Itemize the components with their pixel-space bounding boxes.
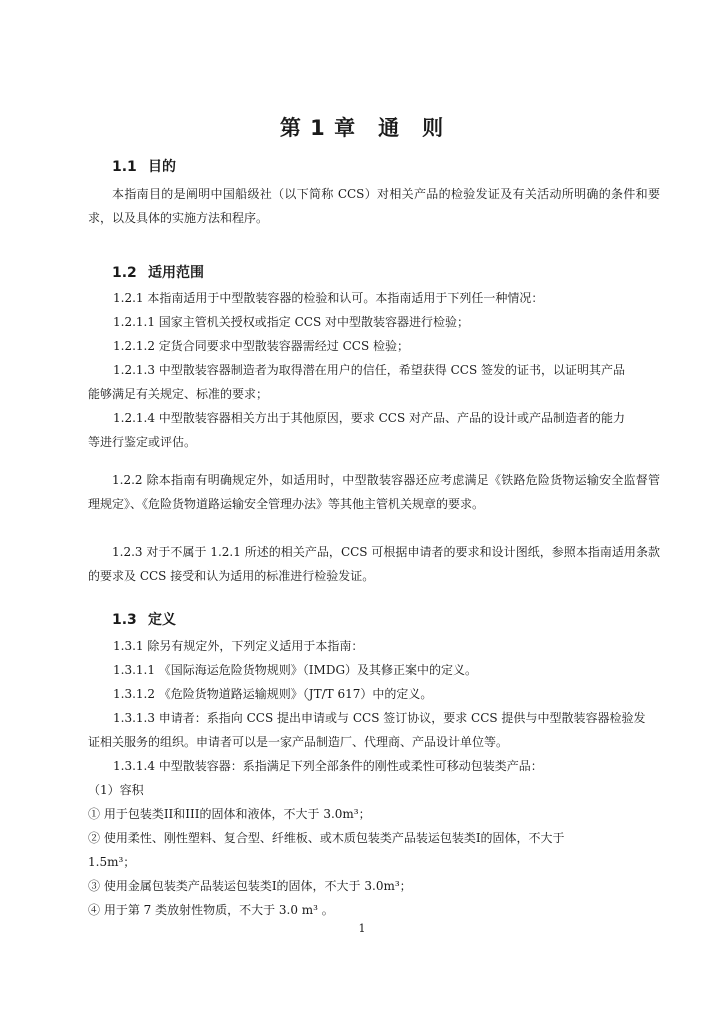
chapter-number: 第 1 章 (279, 116, 357, 140)
section-heading-1-2 (112, 262, 204, 282)
section-title: 定义 (148, 612, 176, 628)
section-heading-1-3 (112, 609, 176, 629)
section-title: 适用范围 (148, 265, 204, 281)
clause-1-3-1-1: 1.3.1.1 《国际海运危险货物规则》（IMDG）及其修正案中的定义。 (113, 663, 478, 677)
volume-item-3: ③ 使用金属包装类产品装运包装类I的固体，不大于 3.0m³； (88, 879, 412, 893)
clause-1-3-1-2: 1.3.1.2 《危险货物道路运输规则》（JT/T 617）中的定义。 (113, 687, 433, 701)
clause-1-2-3: 1.2.3 对于不属于 1.2.1 所述的相关产品，CCS 可根据申请者的要求和设计图纸，参照本指南适用条款的要求及 CCS 接受和认为适用的标准进行检验发证。 (88, 545, 660, 583)
clause-1-2-1-1: 1.2.1.1 国家主管机关授权或指定 CCS 对中型散装容器进行检验； (113, 315, 470, 329)
clause-1-3-1: 1.3.1 除另有规定外，下列定义适用于本指南： (113, 639, 364, 653)
chapter-name: 通 则 (378, 116, 445, 140)
clause-1-2-2: 1.2.2 除本指南有明确规定外，如适用时，中型散装容器还应考虑满足《铁路危险货物运输安全监督管理规定》、《危险货物道路运输安全管理办法》等其他主管机关规章的要求。 (88, 473, 660, 511)
volume-heading: （1）容积 (88, 783, 144, 797)
volume-item-4: ④ 用于第 7 类放射性物质，不大于 3.0 m³ 。 (88, 903, 334, 917)
clause-1-2-1: 1.2.1 本指南适用于中型散装容器的检验和认可。本指南适用于下列任一种情况： (113, 291, 544, 305)
clause-1-2-1-4: 1.2.1.4 中型散装容器相关方出于其他原因，要求 CCS 对产品、产品的设计或产品制造者的能力 (113, 411, 626, 425)
paragraph-purpose: 本指南目的是阐明中国船级社（以下简称 CCS）对相关产品的检验发证及有关活动所明确的条件和要求，以及具体的实施方法和程序。 (88, 187, 660, 225)
section-number: 1.1 (112, 159, 137, 175)
clause-1-2-1-3: 1.2.1.3 中型散装容器制造者为取得潜在用户的信任，希望获得 CCS 签发的证书，以证明其产品 (113, 363, 626, 377)
volume-item-2-cont: 1.5m³； (88, 855, 136, 869)
section-number: 1.3 (112, 612, 137, 628)
section-number: 1.2 (112, 265, 137, 281)
clause-1-3-1-4: 1.3.1.4 中型散装容器：系指满足下列全部条件的刚性或柔性可移动包装类产品： (113, 759, 543, 773)
page-number: 1 (358, 922, 366, 935)
chapter-title (0, 112, 724, 142)
clause-1-3-1-3-cont: 证相关服务的组织。申请者可以是一家产品制造厂、代理商、产品设计单位等。 (88, 735, 509, 749)
clause-1-2-1-4-cont: 等进行鉴定或评估。 (88, 435, 197, 449)
volume-item-2: ② 使用柔性、刚性塑料、复合型、纤维板、或木质包装类产品装运包装类I的固体，不大于 (88, 831, 565, 845)
volume-item-1: ① 用于包装类II和III的固体和液体，不大于 3.0m³； (88, 807, 371, 821)
clause-1-2-1-2: 1.2.1.2 定货合同要求中型散装容器需经过 CCS 检验； (113, 339, 410, 353)
section-heading-1-1 (112, 156, 176, 176)
clause-1-3-1-3: 1.3.1.3 申请者：系指向 CCS 提出申请或与 CCS 签订协议，要求 CCS 提供与中型散装容器检验发 (113, 711, 646, 725)
clause-1-2-1-3-cont: 能够满足有关规定、标准的要求； (88, 387, 269, 401)
section-title: 目的 (148, 159, 176, 175)
